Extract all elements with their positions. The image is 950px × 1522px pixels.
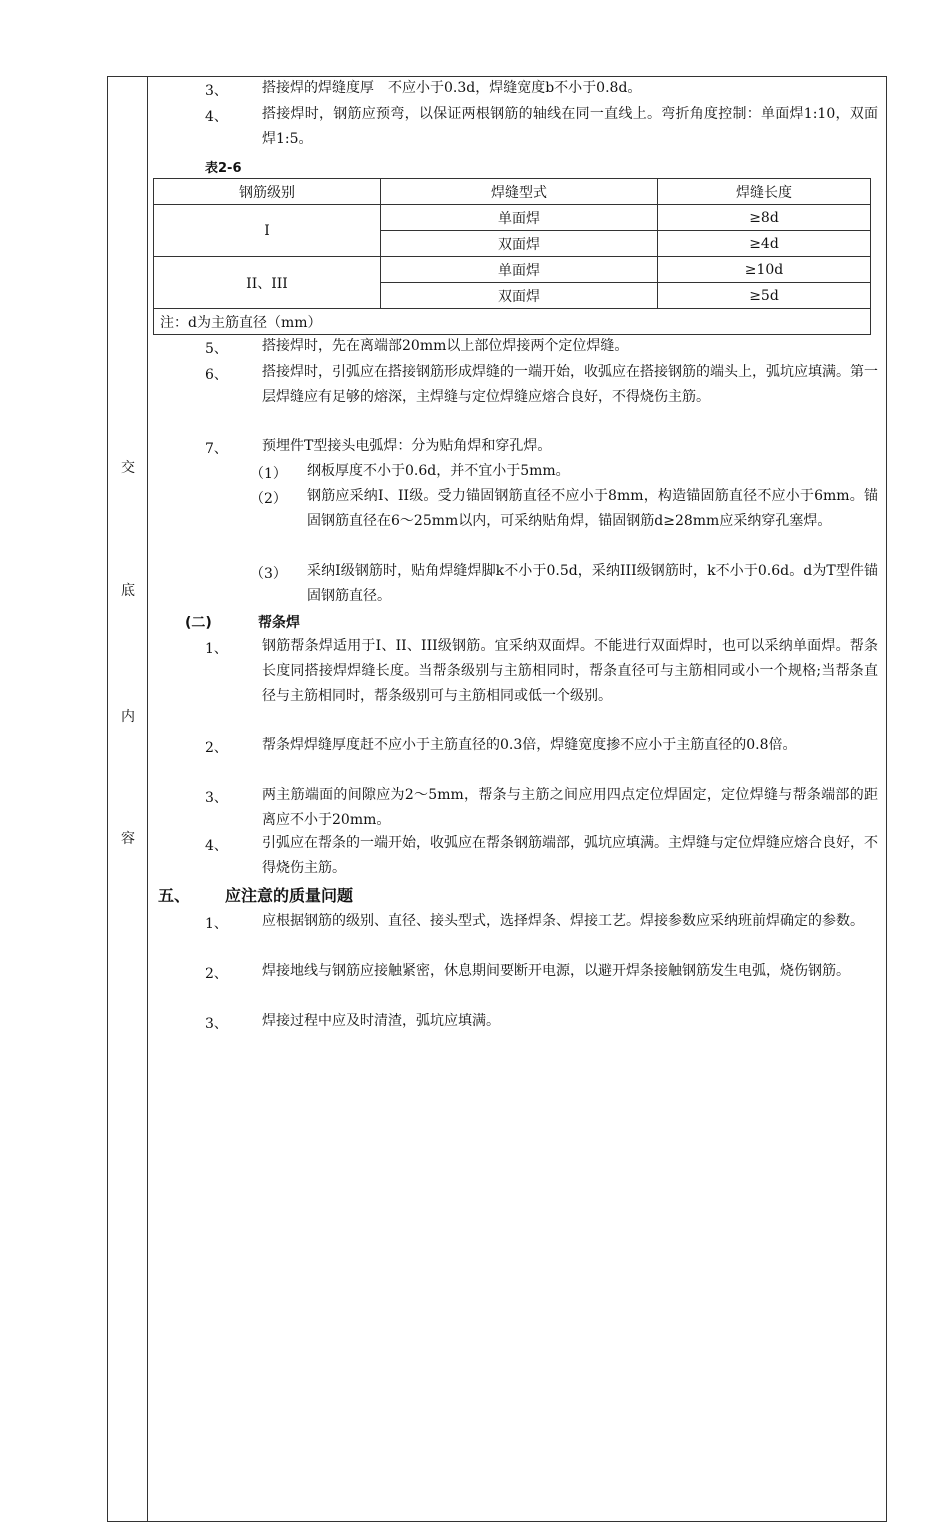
item-text: 预埋件T型接头电弧焊：分为贴角焊和穿孔焊。 [262, 438, 552, 454]
item-text: 搭接焊时，钢筋应预弯，以保证两根钢筋的轴线在同一直线上。弯折角度控制：单面焊1:10，双面焊1:5。 [262, 106, 878, 147]
column-divider [147, 76, 148, 1522]
table-note: 注：d为主筋直径（mm） [154, 309, 871, 335]
section-title: 应注意的质量问题 [225, 886, 354, 905]
weld-length-cell: ≥4d [658, 231, 871, 257]
item-text: 帮条焊焊缝厚度赶不应小于主筋直径的0.3倍，焊缝宽度掺不应小于主筋直径的0.8倍。 [262, 737, 797, 753]
weld-type-cell: 双面焊 [381, 231, 658, 257]
sub-item-number: （1） [250, 466, 287, 482]
sub-item-text: 纲板厚度不小于0.6d，并不宜小于5mm。 [307, 463, 570, 479]
item-number: 5、 [205, 341, 228, 357]
item-number: 1、 [205, 641, 228, 657]
item-number: 1、 [205, 916, 228, 932]
item-number: 7、 [205, 441, 228, 457]
weld-length-cell: ≥8d [658, 205, 871, 231]
item-text: 两主筋端面的间隙应为2～5mm，帮条与主筋之间应用四点定位焊固定，定位焊缝与帮条端部的距离应不小于20mm。 [262, 787, 878, 828]
item-number: 3、 [205, 83, 228, 99]
sub-item-number: （2） [250, 491, 287, 507]
sub-item-text: 钢筋应采纳I、II级。受力锚固钢筋直径不应小于8mm，构造锚固筋直径不应小于6mm。锚固钢筋直径在6～25mm以内，可采纳贴角焊，锚固钢筋d≥28mm应采纳穿孔塞焊。 [307, 488, 878, 529]
item-text: 钢筋帮条焊适用于I、II、III级钢筋。宜采纳双面焊。不能进行双面焊时，也可以采纳单面焊。帮条长度同搭接焊焊缝长度。当帮条级别与主筋相同时，帮条直径可与主筋相同或小一个规格;当帮条直径与主筋相同时，帮条级别可与主筋相同或低一个级别。 [262, 638, 878, 704]
table-row [154, 205, 871, 231]
item-text: 搭接焊时，先在离端部20mm以上部位焊接两个定位焊缝。 [262, 338, 629, 354]
weld-length-cell: ≥10d [658, 257, 871, 283]
side-label-char: 交 [121, 460, 135, 476]
item-number: 3、 [205, 1016, 228, 1032]
side-label-char: 底 [121, 583, 135, 599]
item-number: 4、 [205, 838, 228, 854]
section-number: (二) [185, 615, 212, 631]
weld-type-cell: 单面焊 [381, 257, 658, 283]
item-text: 搭接焊时，引弧应在搭接钢筋形成焊缝的一端开始，收弧应在搭接钢筋的端头上，弧坑应填满。第一层焊缝应有足够的熔深，主焊缝与定位焊缝应熔合良好，不得烧伤主筋。 [262, 364, 878, 405]
sub-item-text: 采纳I级钢筋时，贴角焊缝焊脚k不小于0.5d，采纳III级钢筋时，k不小于0.6d。d为T型件锚固钢筋直径。 [307, 563, 878, 604]
item-text: 应根据钢筋的级别、直径、接头型式，选择焊条、焊接工艺。焊接参数应采纳班前焊确定的参数。 [262, 913, 864, 929]
item-number: 2、 [205, 966, 228, 982]
item-number: 6、 [205, 367, 228, 383]
section-number: 五、 [158, 886, 191, 905]
item-number: 2、 [205, 740, 228, 756]
table-row [154, 257, 871, 283]
item-text: 焊接地线与钢筋应接触紧密，休息期间要断开电源，以避开焊条接触钢筋发生电弧，烧伤钢筋。 [262, 963, 850, 979]
section-title: 帮条焊 [258, 615, 300, 631]
grade-cell: II、III [154, 257, 381, 309]
weld-length-cell: ≥5d [658, 283, 871, 309]
weld-type-cell: 单面焊 [381, 205, 658, 231]
item-number: 3、 [205, 790, 228, 806]
table-note-row [154, 309, 871, 335]
grade-cell: I [154, 205, 381, 257]
side-label-char: 内 [121, 709, 135, 725]
table-caption: 表2-6 [205, 161, 242, 176]
table-header-cell: 焊缝型式 [381, 179, 658, 205]
item-text: 搭接焊的焊缝度厚 不应小于0.3d，焊缝宽度b不小于0.8d。 [262, 80, 642, 96]
table-header-cell: 焊缝长度 [658, 179, 871, 205]
side-label-char: 容 [121, 831, 135, 847]
sub-item-number: （3） [250, 566, 287, 582]
weld-length-table [153, 178, 871, 335]
item-text: 焊接过程中应及时清渣，弧坑应填满。 [262, 1013, 500, 1029]
table-header-cell: 钢筋级别 [154, 179, 381, 205]
weld-type-cell: 双面焊 [381, 283, 658, 309]
table-header-row [154, 179, 871, 205]
item-text: 引弧应在帮条的一端开始，收弧应在帮条钢筋端部，弧坑应填满。主焊缝与定位焊缝应熔合良好，不得烧伤主筋。 [262, 835, 878, 876]
item-number: 4、 [205, 109, 228, 125]
